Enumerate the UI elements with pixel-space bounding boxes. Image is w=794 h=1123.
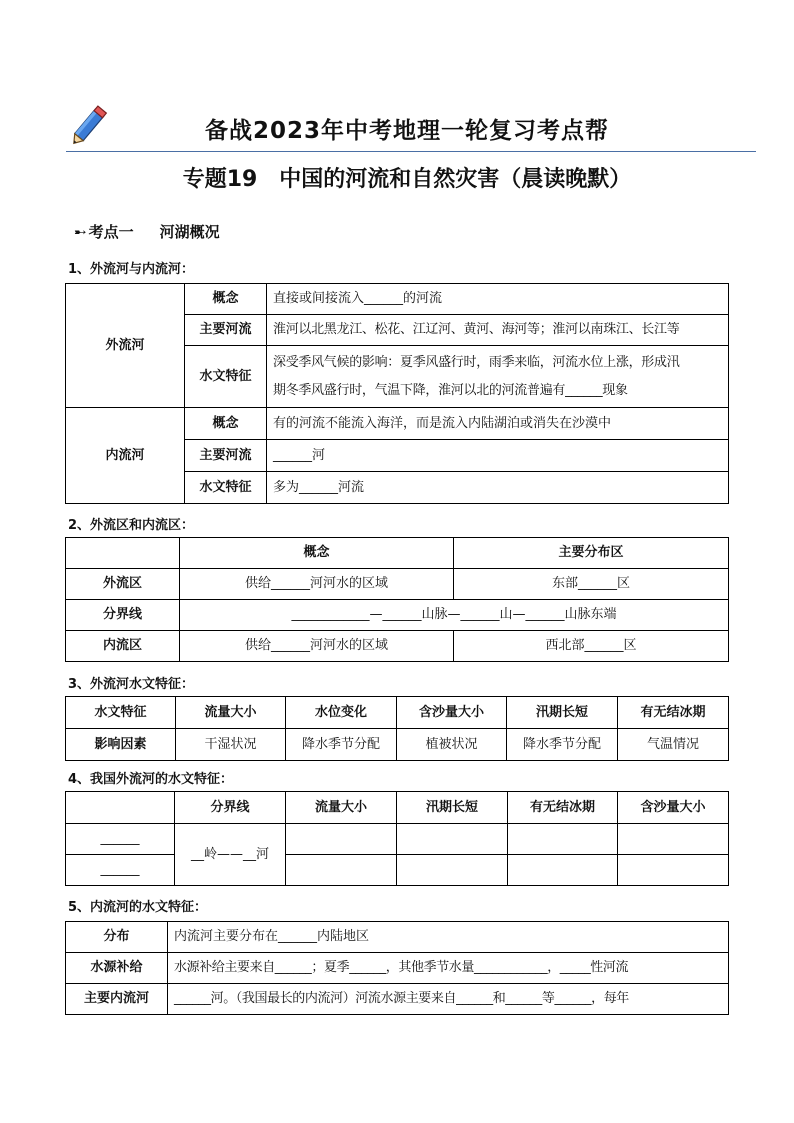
divider-cell: __岭——__河 xyxy=(175,824,286,886)
cell-value: 多为______河流 xyxy=(267,472,729,504)
page-subtitle: 专题19 中国的河流和自然灾害（晨读晚默） xyxy=(182,167,632,192)
section-heading xyxy=(74,221,220,242)
header-cell: 含沙量大小 xyxy=(618,792,729,824)
header-cell xyxy=(66,792,175,824)
cell-value: 东部______区 xyxy=(454,569,729,600)
cell-value: 降水季节分配 xyxy=(286,729,397,761)
header-cell: 汛期长短 xyxy=(397,792,508,824)
header-cell: 流量大小 xyxy=(176,697,286,729)
arrow-icon: ➸ xyxy=(74,223,87,241)
table-outer-river-features xyxy=(65,791,729,886)
header-cell: 有无结冰期 xyxy=(508,792,618,824)
cell-key: 主要河流 xyxy=(185,440,267,472)
table-inner-river-features xyxy=(65,921,729,1015)
cell-value: 内流河主要分布在______内陆地区 xyxy=(168,922,729,953)
cell-value: 气温情况 xyxy=(618,729,729,761)
row-label: 水源补给 xyxy=(66,953,168,984)
cell-value-line: 期冬季风盛行时，气温下降，淮河以北的河流普遍有______现象 xyxy=(273,382,628,398)
blank-cell: ______ xyxy=(66,824,175,855)
cell-value: 植被状况 xyxy=(397,729,507,761)
cell-value: ______河 xyxy=(267,440,729,472)
header-cell: 有无结冰期 xyxy=(618,697,729,729)
cell-value: 干湿状况 xyxy=(176,729,286,761)
header-cell: 水文特征 xyxy=(66,697,176,729)
question-5-heading: 5、内流河的水文特征： xyxy=(68,900,208,915)
header-cell: 含沙量大小 xyxy=(397,697,507,729)
cell-value: 供给______河河水的区域 xyxy=(180,569,454,600)
empty-cell xyxy=(286,855,397,886)
table-hydrology-factors xyxy=(65,696,729,761)
cell-key: 水文特征 xyxy=(185,472,267,504)
header-cell: 汛期长短 xyxy=(507,697,618,729)
cell-value: 有的河流不能流入海洋，而是流入内陆湖泊或消失在沙漠中 xyxy=(267,408,729,440)
empty-cell xyxy=(508,855,618,886)
cell-key: 概念 xyxy=(185,408,267,440)
cell-key: 主要河流 xyxy=(185,315,267,346)
cell-value: 降水季节分配 xyxy=(507,729,618,761)
row-label-outer-river: 外流河 xyxy=(66,284,185,408)
empty-cell xyxy=(508,824,618,855)
row-label-inner-river: 内流河 xyxy=(66,408,185,504)
header-cell: 水位变化 xyxy=(286,697,397,729)
cell-value: 淮河以北黑龙江、松花、江辽河、黄河、海河等；淮河以南珠江、长江等 xyxy=(267,315,729,346)
header-cell: 流量大小 xyxy=(286,792,397,824)
empty-cell xyxy=(618,855,729,886)
cell-value: 供给______河河水的区域 xyxy=(180,631,454,662)
row-label: 内流区 xyxy=(66,631,180,662)
empty-cell xyxy=(397,855,508,886)
section-label: 考点一 xyxy=(88,223,134,241)
empty-cell xyxy=(286,824,397,855)
cell-value xyxy=(267,346,729,408)
header-cell: 主要分布区 xyxy=(454,538,729,569)
cell-value-line: 深受季风气候的影响：夏季风盛行时，雨季来临，河流水位上涨，形成汛 xyxy=(273,354,680,370)
cell-value: 西北部______区 xyxy=(454,631,729,662)
page-title: 备战2023年中考地理一轮复习考点帮 xyxy=(204,118,609,144)
question-3-heading: 3、外流河水文特征： xyxy=(68,677,195,692)
table-outer-inner-rivers xyxy=(65,283,729,504)
section-title: 河湖概况 xyxy=(159,223,220,241)
row-label: 分界线 xyxy=(66,600,180,631)
title-divider xyxy=(66,151,756,152)
blank-cell: ______ xyxy=(66,855,175,886)
row-label: 影响因素 xyxy=(66,729,176,761)
cell-value: 水源补给主要来自______；夏季______，其他季节水量____________，_____性河流 xyxy=(168,953,729,984)
question-2-heading: 2、外流区和内流区： xyxy=(68,518,195,533)
cell-value: ______河。（我国最长的内流河）河流水源主要来自______和______等______，每年 xyxy=(168,984,729,1015)
cell-value: 直接或间接流入______的河流 xyxy=(267,284,729,315)
header-cell xyxy=(66,538,180,569)
cell-value: ____________—______山脉—______山—______山脉东端 xyxy=(180,600,729,631)
cell-key: 概念 xyxy=(185,284,267,315)
header-cell: 分界线 xyxy=(175,792,286,824)
question-1-heading: 1、外流河与内流河： xyxy=(68,262,195,277)
question-4-heading: 4、我国外流河的水文特征： xyxy=(68,772,234,787)
row-label: 分布 xyxy=(66,922,168,953)
cell-key: 水文特征 xyxy=(185,346,267,408)
row-label: 外流区 xyxy=(66,569,180,600)
empty-cell xyxy=(397,824,508,855)
table-drainage-areas xyxy=(65,537,729,662)
row-label: 主要内流河 xyxy=(66,984,168,1015)
empty-cell xyxy=(618,824,729,855)
header-cell: 概念 xyxy=(180,538,454,569)
